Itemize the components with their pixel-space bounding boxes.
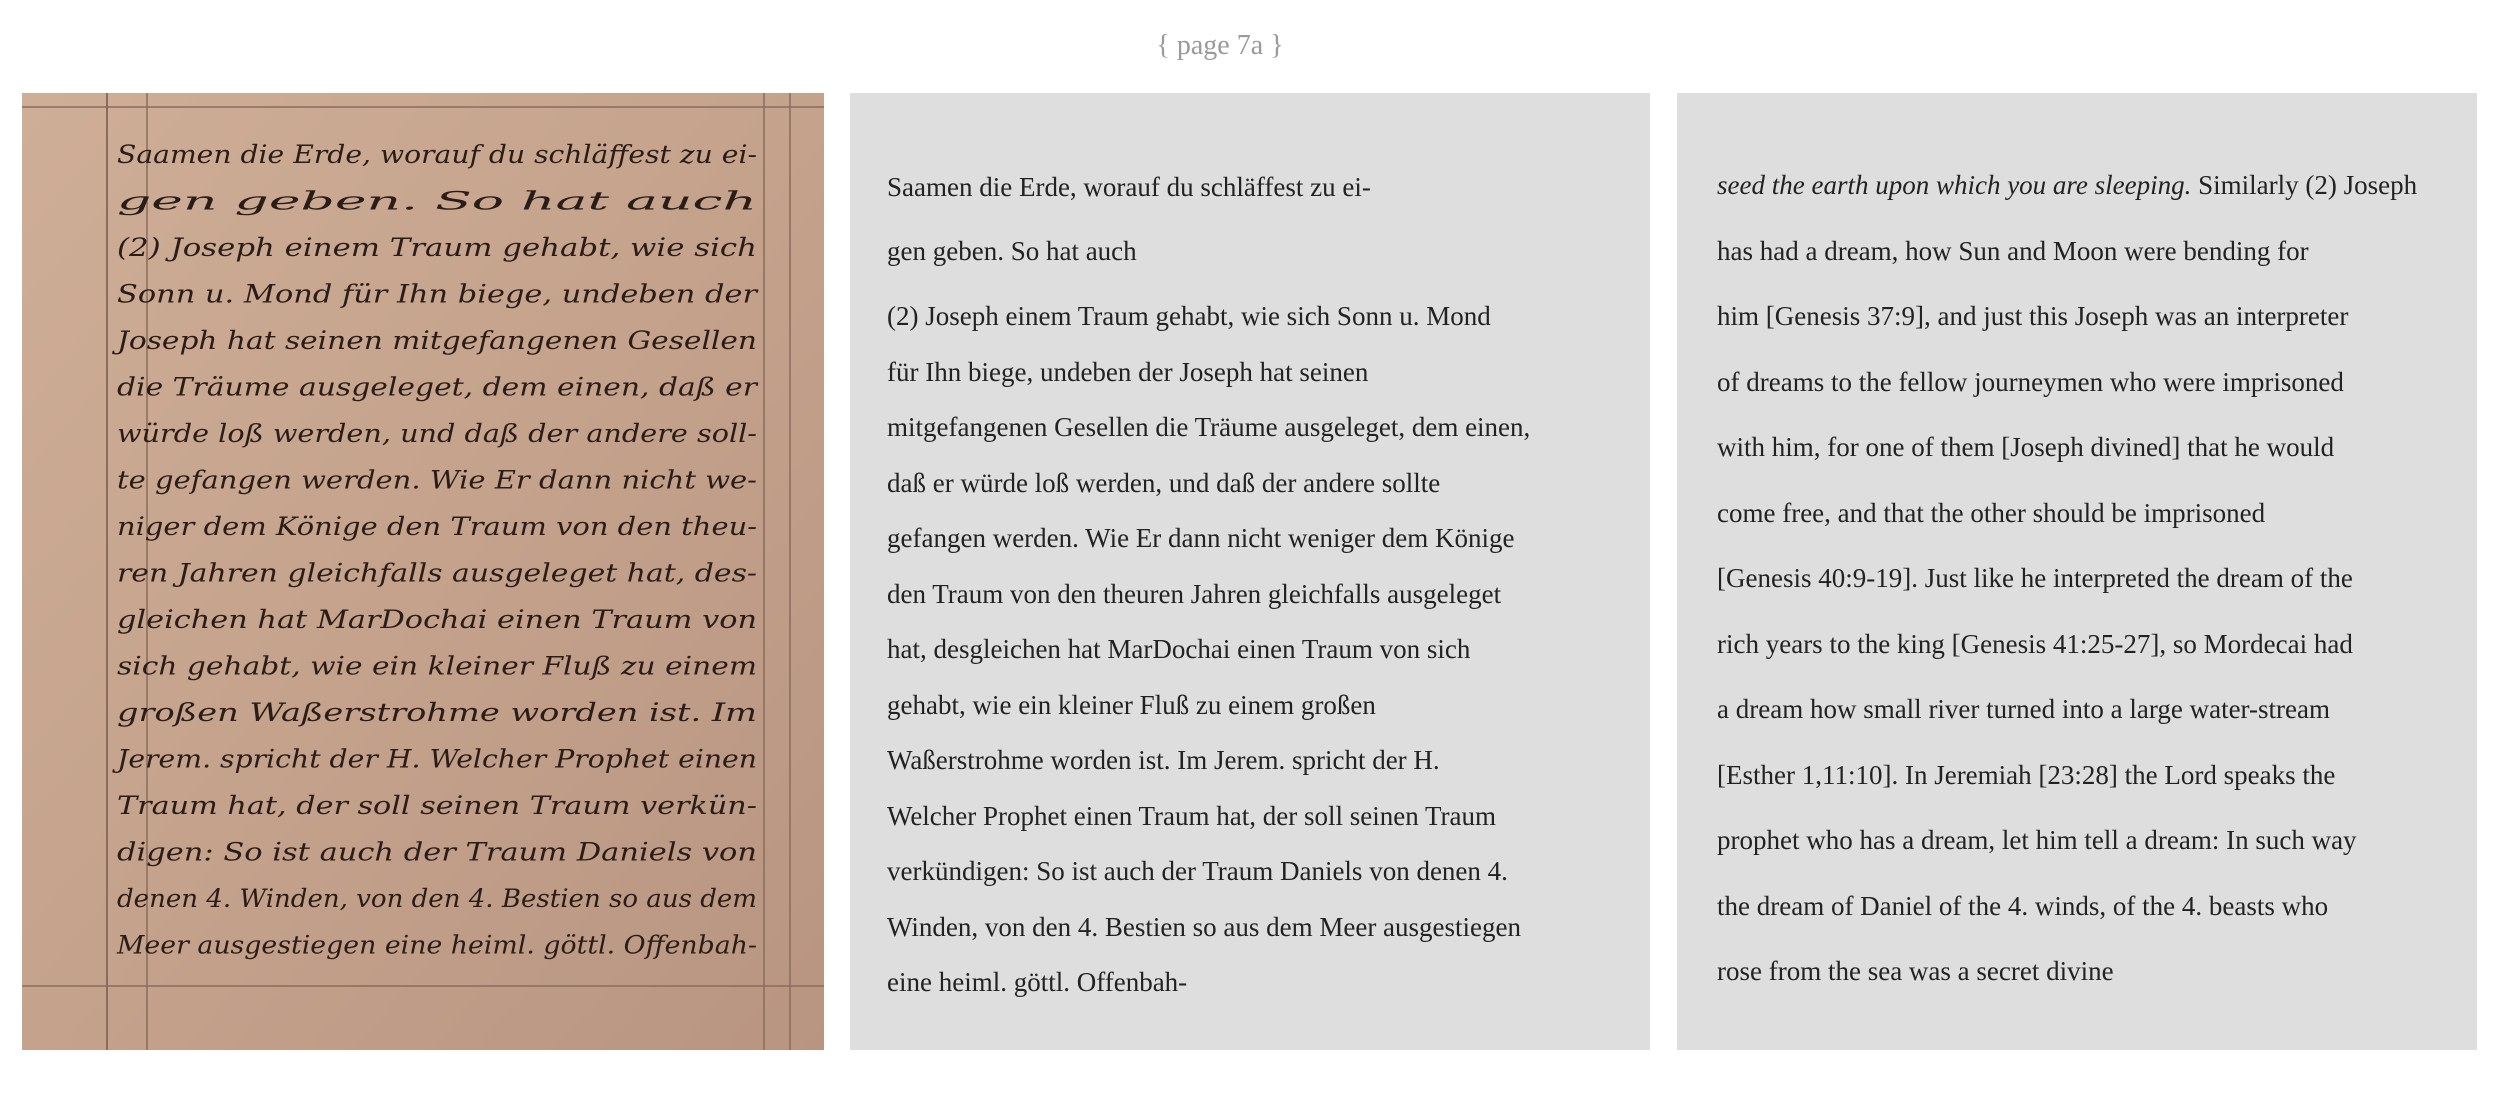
translation-line: of dreams to the fellow journeymen who were imprisoned bbox=[1717, 366, 2344, 397]
transcription-line: Winden, von den 4. Bestien so aus dem Meer ausgestiegen bbox=[887, 911, 1522, 942]
translation-line: him [Genesis 37:9], and just this Joseph was an interpreter bbox=[1717, 301, 2349, 331]
transcription-line: daß er würde loß werden, und daß der andere sollte bbox=[887, 467, 1441, 498]
manuscript-image bbox=[22, 93, 824, 1050]
manuscript-line: Jerem. spricht der H. Welcher Prophet einen bbox=[111, 744, 758, 774]
manuscript-line: (2) Joseph einem Traum gehabt, wie sich bbox=[117, 233, 757, 262]
translation-line: has had a dream, how Sun and Moon were bending for bbox=[1717, 235, 2309, 266]
translation-panel bbox=[1677, 93, 2477, 1050]
transcription-line: den Traum von den theuren Jahren gleichfalls ausgeleget bbox=[887, 578, 1502, 609]
manuscript-line: würde loß werden, und daß der andere soll- bbox=[117, 419, 757, 448]
translation-first-line-rest: Similarly (2) Joseph bbox=[2191, 170, 2418, 200]
transcription-line: für Ihn biege, undeben der Joseph hat seinen bbox=[887, 356, 1369, 387]
transcription-line: Welcher Prophet einen Traum hat, der soll seinen Traum bbox=[887, 800, 1496, 831]
manuscript-line: die Träume ausgeleget, dem einen, daß er bbox=[117, 372, 760, 402]
transcription-text bbox=[850, 93, 1650, 1011]
manuscript-line: ren Jahren gleichfalls ausgeleget hat, des- bbox=[117, 558, 757, 588]
page-label: { page 7a } bbox=[1156, 30, 1284, 61]
manuscript-line: te gefangen werden. Wie Er dann nicht we- bbox=[117, 465, 757, 495]
manuscript-line: gen geben. So hat auch bbox=[117, 186, 758, 216]
manuscript-line: Traum hat, der soll seinen Traum verkün- bbox=[117, 791, 757, 820]
translation-line: [Genesis 40:9-19]. Just like he interpreted the dream of the bbox=[1717, 563, 2353, 593]
manuscript-line: Sonn u. Mond für Ihn biege, undeben der bbox=[117, 279, 760, 309]
translation-first-line bbox=[1717, 153, 2437, 219]
transcription-line: verkündigen: So ist auch der Traum Daniels von denen 4. bbox=[887, 856, 1508, 886]
transcription-line: gehabt, wie ein kleiner Fluß zu einem großen bbox=[887, 689, 1376, 720]
transcription-panel bbox=[850, 93, 1650, 1050]
transcription-line: Waßerstrohme worden ist. Im Jerem. spricht der H. bbox=[887, 745, 1440, 775]
manuscript-scan bbox=[22, 93, 824, 1050]
translation-line: [Esther 1,11:10]. In Jeremiah [23:28] the Lord speaks the bbox=[1717, 759, 2336, 790]
manuscript-line: niger dem Könige den Traum von den theu- bbox=[117, 512, 757, 541]
transcription-line: eine heiml. göttl. Offenbah- bbox=[887, 967, 1188, 997]
manuscript-line: Joseph hat seinen mitgefangenen Gesellen bbox=[111, 326, 758, 355]
transcription-line: gefangen werden. Wie Er dann nicht weniger dem Könige bbox=[887, 523, 1515, 553]
transcription-line: gen geben. So hat auch bbox=[887, 236, 1137, 266]
translation-line: come free, and that the other should be imprisoned bbox=[1717, 497, 2266, 528]
translation-italic-phrase: seed the earth upon which you are sleeping. bbox=[1717, 170, 2192, 200]
manuscript-line: Saamen die Erde, worauf du schläffest zu ei- bbox=[117, 140, 757, 169]
translation-line: rose from the sea was a secret divine bbox=[1717, 956, 2114, 986]
translation-line: rich years to the king [Genesis 41:25-27], so Mordecai had bbox=[1717, 628, 2353, 659]
manuscript-line: Meer ausgestiegen eine heiml. göttl. Offenbah- bbox=[115, 930, 757, 960]
translation-line: the dream of Daniel of the 4. winds, of the 4. beasts who bbox=[1717, 890, 2329, 921]
translation-line: prophet who has a dream, let him tell a dream: In such way bbox=[1717, 825, 2357, 855]
manuscript-line: denen 4. Winden, von den 4. Bestien so aus dem bbox=[117, 884, 757, 913]
transcription-line: mitgefangenen Gesellen die Träume ausgeleget, dem einen, bbox=[887, 412, 1531, 442]
manuscript-line: gleichen hat MarDochai einen Traum von bbox=[117, 605, 757, 634]
transcription-line: (2) Joseph einem Traum gehabt, wie sich Sonn u. Mond bbox=[887, 301, 1491, 331]
manuscript-line: großen Waßerstrohme worden ist. Im bbox=[117, 698, 757, 727]
manuscript-line: digen: So ist auch der Traum Daniels von bbox=[117, 837, 757, 867]
transcription-line: Saamen die Erde, worauf du schläffest zu ei- bbox=[887, 172, 1371, 202]
translation-text bbox=[1677, 93, 2477, 1005]
translation-line: with him, for one of them [Joseph divined] that he would bbox=[1717, 432, 2335, 462]
manuscript-line: sich gehabt, wie ein kleiner Fluß zu einem bbox=[117, 651, 757, 681]
transcription-line: hat, desgleichen hat MarDochai einen Traum von sich bbox=[887, 634, 1471, 664]
translation-line: a dream how small river turned into a large water-stream bbox=[1717, 694, 2330, 724]
